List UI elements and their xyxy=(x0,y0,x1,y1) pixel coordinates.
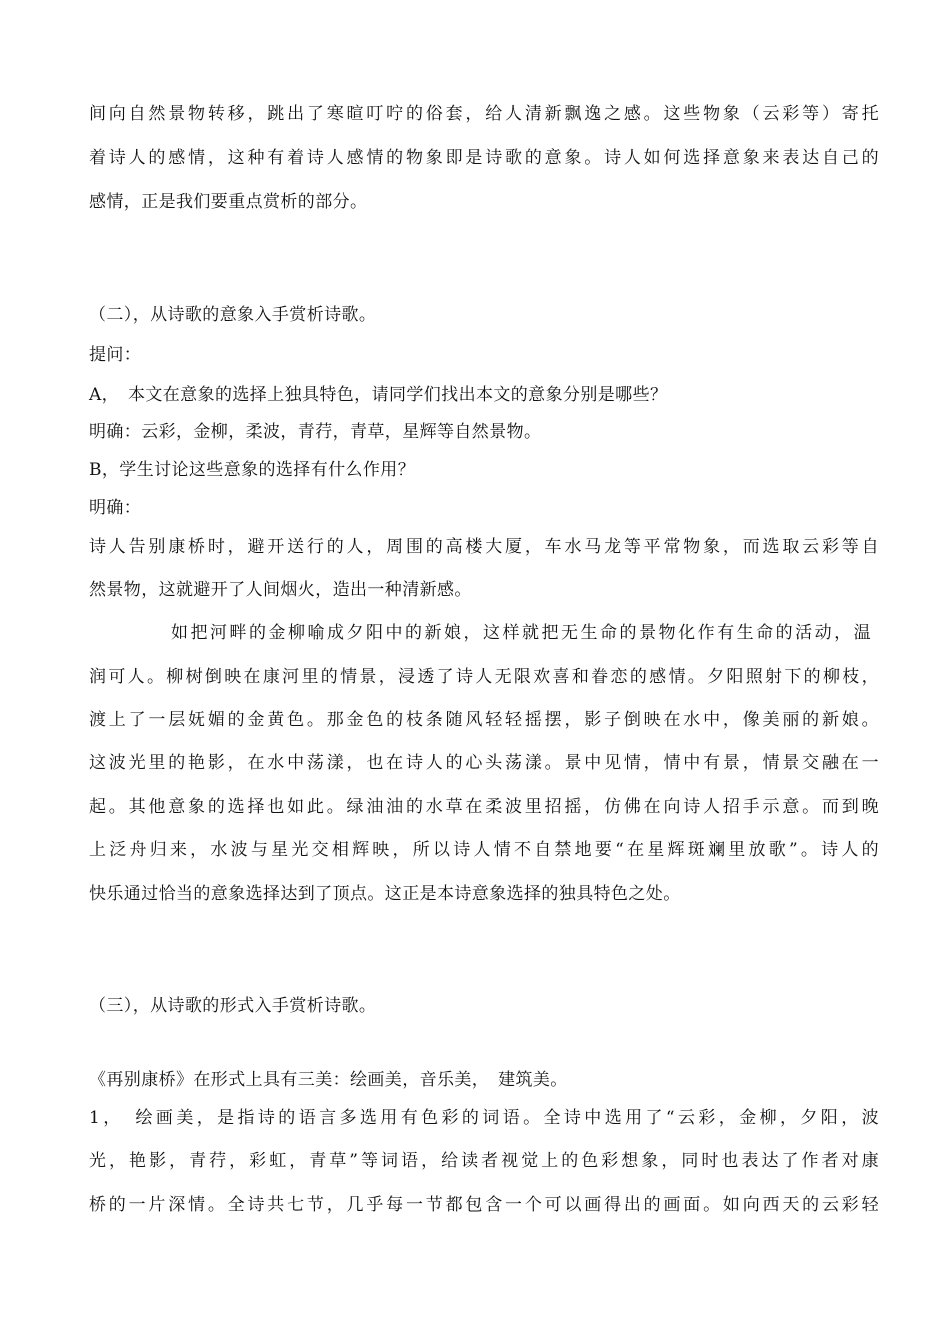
paragraph-line: 光，艳影，青荇，彩虹，青草”等词语，给读者视觉上的色彩想象，同时也表达了作者对康 xyxy=(89,1151,879,1171)
question-label: 提问： xyxy=(89,345,142,365)
paragraph-line: 间向自然景物转移，跳出了寒暄叮咛的俗套，给人清新飘逸之感。这些物象（云彩等）寄托 xyxy=(89,104,879,124)
paragraph-line: 着诗人的感情，这种有着诗人感情的物象即是诗歌的意象。诗人如何选择意象来表达自己的 xyxy=(89,148,879,168)
paragraph-line: 《再别康桥》在形式上具有三美：绘画美，音乐美， 建筑美。 xyxy=(89,1070,568,1090)
paragraph-line: 感情，正是我们要重点赏析的部分。 xyxy=(89,192,368,212)
paragraph-line: 诗人告别康桥时，避开送行的人，周围的高楼大厦，车水马龙等平常物象，而选取云彩等自 xyxy=(89,537,879,557)
paragraph-line: 润可人。柳树倒映在康河里的情景，浸透了诗人无限欢喜和眷恋的感情。夕阳照射下的柳枝， xyxy=(89,667,879,687)
paragraph-line: 快乐通过恰当的意象选择达到了顶点。这正是本诗意象选择的独具特色之处。 xyxy=(89,884,681,904)
paragraph-line: 如把河畔的金柳喻成夕阳中的新娘，这样就把无生命的景物化作有生命的活动，温 xyxy=(171,623,871,643)
section-heading: （三），从诗歌的形式入手赏析诗歌。 xyxy=(89,996,377,1016)
paragraph-line: 1， 绘画美，是指诗的语言多选用有色彩的词语。全诗中选用了“云彩，金柳，夕阳，波 xyxy=(89,1108,879,1128)
question-b: B，学生讨论这些意象的选择有什么作用？ xyxy=(89,460,416,480)
answer-a: 明确：云彩，金柳，柔波，青荇，青草，星辉等自然景物。 xyxy=(89,422,542,442)
paragraph-line: 渡上了一层妩媚的金黄色。那金色的枝条随风轻轻摇摆，影子倒映在水中，像美丽的新娘。 xyxy=(89,710,879,730)
answer-label: 明确： xyxy=(89,498,142,518)
paragraph-line: 起。其他意象的选择也如此。绿油油的水草在柔波里招摇，仿佛在向诗人招手示意。而到晚 xyxy=(89,797,879,817)
paragraph-line: 这波光里的艳影，在水中荡漾，也在诗人的心头荡漾。景中见情，情中有景，情景交融在一 xyxy=(89,753,879,773)
paragraph-line: 桥的一片深情。全诗共七节，几乎每一节都包含一个可以画得出的画面。如向西天的云彩轻 xyxy=(89,1195,879,1215)
paragraph-line: 然景物，这就避开了人间烟火，造出一种清新感。 xyxy=(89,580,472,600)
section-heading: （二），从诗歌的意象入手赏析诗歌。 xyxy=(89,305,377,325)
question-a: A， 本文在意象的选择上独具特色，请同学们找出本文的意象分别是哪些？ xyxy=(89,385,668,405)
paragraph-line: 上泛舟归来，水波与星光交相辉映，所以诗人情不自禁地要“在星辉斑斓里放歌”。诗人的 xyxy=(89,840,879,860)
